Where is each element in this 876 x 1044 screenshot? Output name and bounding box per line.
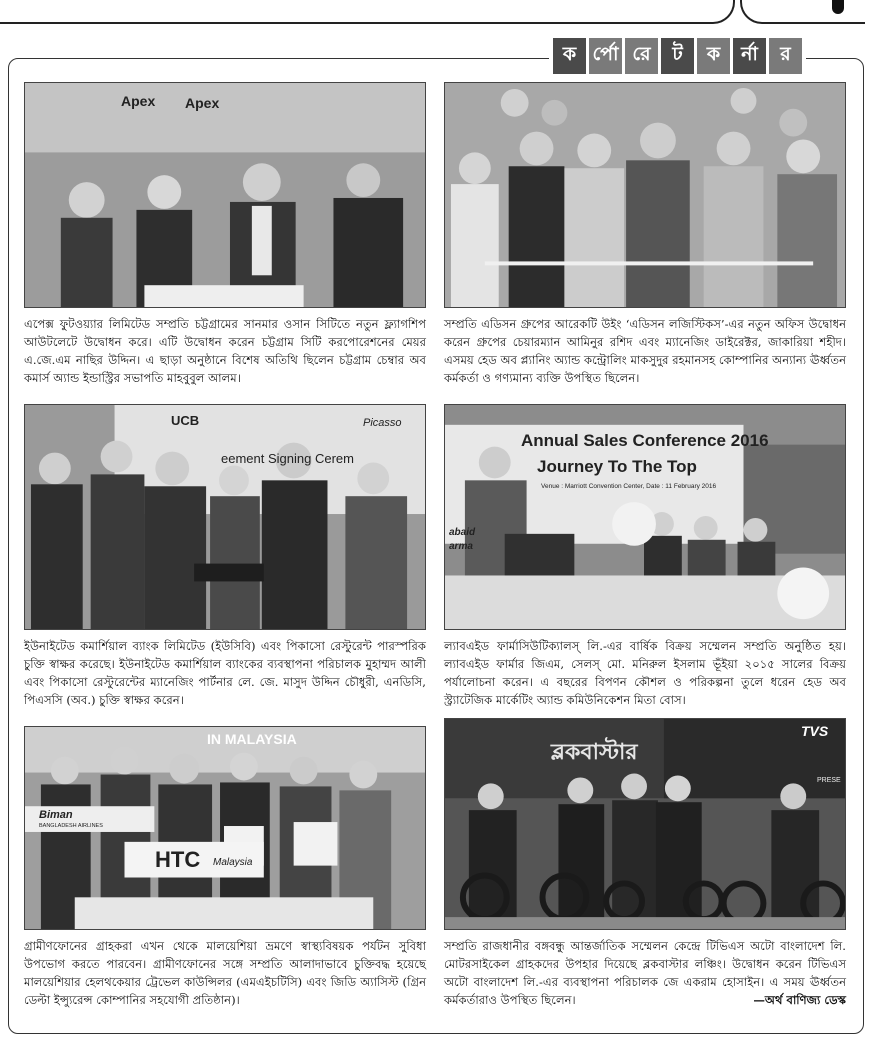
news-caption: [444, 937, 846, 1009]
photo-text: Apex: [185, 95, 220, 111]
news-item-labaid: [444, 404, 846, 709]
photo-text: ব্লকবাস্টার: [551, 740, 638, 765]
heading-char: র্পো: [589, 38, 622, 74]
photo-text: Apex: [121, 93, 156, 109]
heading-char: ক: [697, 38, 730, 74]
photo-text: HTC: [155, 847, 201, 872]
event-photo: [24, 726, 426, 930]
photo-text: Annual Sales Conference 2016: [521, 431, 769, 450]
photo-text: Biman: [39, 809, 73, 821]
news-caption-text: সম্প্রতি রাজধানীর বঙ্গবন্ধু আন্তর্জাতিক সম্মেলন কেন্দ্রে টিভিএস অটো বাংলাদেশ লি. মোটরসাইকেল গ্রাহকদের উপহার দিয়েছে ব্লকবাস্টার লঞ্চিং। উদ্বোধন করেন টিভিএস অটো বাংলাদেশ লি.-এর ব্যবস্থাপনা পরিচালক জে একরাম হোসাইন। এ সময় ঊর্ধ্বতন কর্মকর্তারাও উপস্থিত ছিলেন।: [444, 939, 846, 1007]
author-credit: —অর্থ বাণিজ্য ডেস্ক: [753, 993, 846, 1007]
event-photo: [444, 82, 846, 308]
heading-char: ট: [661, 38, 694, 74]
heading-char: র: [769, 38, 802, 74]
heading-char: ক: [553, 38, 586, 74]
event-photo: [24, 404, 426, 630]
header-ornament: [832, 0, 844, 14]
heading-char: রে: [625, 38, 658, 74]
heading-char: র্না: [733, 38, 766, 74]
news-caption: গ্রামীণফোনের গ্রাহকরা এখন থেকে মালয়েশিয়া ভ্রমণে স্বাস্থ্যবিষয়ক পর্যটন সুবিধা উপভোগ করতে পারবেন। গ্রামীণফোনের সঙ্গে সম্প্রতি আলাদাভাবে চুক্তিবদ্ধ হয়েছে মালয়েশিয়ার হেলথকেয়ার ট্রেভেল কাউন্সিলর (এমএইচটিসি) এবং জিডি অ্যাসিস্ট (গ্রিন ডেল্টা ইন্স্যুরেন্স কোম্পানির সহযোগী প্রতিষ্ঠান)।: [24, 939, 426, 1007]
photo-text: abaid: [449, 527, 476, 538]
photo-text: Malaysia: [213, 857, 253, 868]
header-rule-left: [0, 0, 735, 24]
photo-text: PRESE: [817, 777, 841, 784]
news-caption: সম্প্রতি এডিসন গ্রুপের আরেকটি উইং ‘এডিসন লজিস্টিকস’-এর নতুন অফিস উদ্বোধন করেন গ্রুপের চেয়ারম্যান আমিনুর রশিদ এবং ম্যানেজিং ডাইরেক্টর, জাকারিয়া শহীদ। এসময় হেড অব প্ল্যানিং অ্যান্ড কন্ট্রোলিং মাকসুদুর রহমানসহ কোম্পানির অন্যান্য ঊর্ধ্বতন কর্মকর্তা ও গণ্যমান্য ব্যক্তি উপস্থিত ছিলেন।: [444, 317, 846, 385]
news-item-ucb: [24, 404, 426, 709]
photo-text: Journey To The Top: [537, 457, 697, 476]
event-photo: [444, 718, 846, 930]
section-heading: [549, 38, 806, 74]
event-photo: [444, 404, 846, 630]
news-item-apex: [24, 82, 426, 387]
photo-text: arma: [449, 541, 473, 552]
photo-text: IN MALAYSIA: [207, 731, 297, 747]
photo-text: TVS: [801, 723, 829, 739]
photo-text: eement Signing Cerem: [221, 451, 354, 466]
event-photo: [24, 82, 426, 308]
photo-text: UCB: [171, 413, 200, 428]
photo-text: Picasso: [363, 417, 402, 429]
photo-text: BANGLADESH AIRLINES: [39, 823, 103, 829]
news-item-grameenphone: [24, 726, 426, 1009]
header-rule-right: [740, 0, 865, 24]
news-caption: এপেক্স ফুটওয়্যার লিমিটেড সম্প্রতি চট্টগ্রামের সানমার ওসান সিটিতে নতুন ফ্ল্যাগশিপ আউটলেটে উদ্বোধন করে। এটি উদ্বোধন করেন চট্টগ্রাম সিটি করপোরেশনের মেয়র এ.জে.এম নাছির উদ্দিন। এ ছাড়া অনুষ্ঠানে বিশেষ অতিথি ছিলেন চট্টগ্রাম চেম্বার অব কমার্স অ্যান্ড ইন্ডাস্ট্রির সভাপতি মাহবুবুল আলম।: [24, 317, 426, 385]
news-caption: ইউনাইটেড কমার্শিয়াল ব্যাংক লিমিটেড (ইউসিবি) এবং পিকাসো রেস্টুরেন্ট পারস্পরিক চুক্তি স্বাক্ষর করেছে। ইউনাইটেড কমার্শিয়াল ব্যাংকের ব্যবস্থাপনা পরিচালক মুহাম্মদ আলী এবং পিকাসো রেস্টুরেন্টের ম্যানেজিং পার্টনার লে. জে. মাসুদ উদ্দিন চৌধুরী, এনডিসি, পিএসসি (অব.) চুক্তি স্বাক্ষর করেন।: [24, 639, 426, 707]
news-caption: ল্যাবএইড ফার্মাসিউটিক্যালস্ লি.-এর বার্ষিক বিক্রয় সম্মেলন সম্প্রতি অনুষ্ঠিত হয়। ল্যাবএইড ফার্মার জিএম, সেলস্ মো. মনিরুল ইসলাম ভূঁইয়া ২০১৫ সালের বিক্রয় পর্যালোচনা করেন। এ বছরের বিপণন কৌশল ও পরিকল্পনা তুলে ধরেন হেড অব স্ট্র্যাটেজিক মার্কেটিং অ্যান্ড কমিউনিকেশন মিতা বোস।: [444, 639, 846, 707]
news-item-edison: [444, 82, 846, 387]
photo-text: Venue : Marriott Convention Center, Date : 11 February 2016: [541, 483, 717, 490]
news-item-tvs: [444, 718, 846, 1009]
